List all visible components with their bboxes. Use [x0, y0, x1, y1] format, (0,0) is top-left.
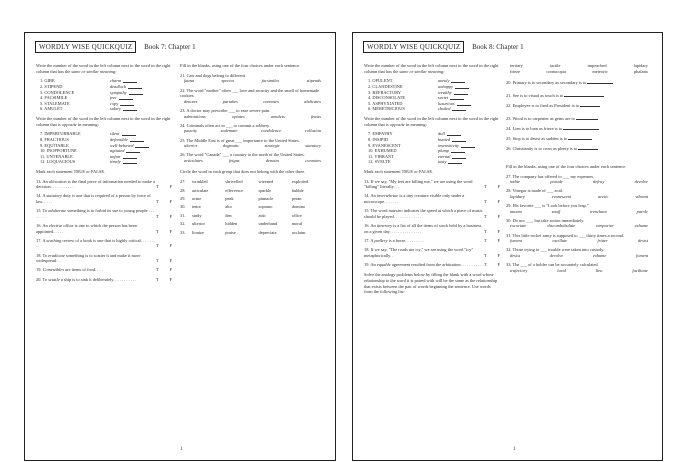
- true-false-item: 15. The word maestro indicates the speed at which a piece of music should be played. . . . . . . . . . . . . T F: [364, 208, 500, 219]
- left-column: [364, 63, 500, 299]
- answer-blank[interactable]: [123, 78, 137, 83]
- match-row: 11. UNTENABLE unfair: [40, 154, 172, 160]
- true-option[interactable]: T: [156, 228, 159, 234]
- answer-blank[interactable]: [129, 90, 143, 95]
- answer-blank[interactable]: [123, 154, 137, 159]
- true-false-item: 14. A statutory duty is one that is required of a person by force of law. . . . . T F: [36, 193, 172, 205]
- answer-blank[interactable]: [448, 159, 462, 164]
- fill-item: 32. Those trying to ___ trouble were taken into custody. desist devolve exhume foment: [506, 247, 648, 258]
- answer-blank[interactable]: [130, 137, 144, 142]
- match-row: 2. STIPEND deadlock: [40, 84, 172, 90]
- word-option[interactable]: soprano: [258, 204, 273, 210]
- word-option[interactable]: depreciate: [258, 229, 277, 235]
- true-false-item: 13. An allocation is the final piece of information needed to make a decision. . . . . . . . . . . T F: [36, 178, 172, 190]
- answer-blank[interactable]: [461, 143, 475, 148]
- fill-instructions: Fill in the blanks, using one of the four choices under each sentence.: [506, 163, 627, 169]
- true-option[interactable]: T: [484, 237, 487, 243]
- fill-item: 23. A doctor may prescribe ___ to ease severe pain. admonitions opiates amulets feasts: [180, 107, 321, 119]
- match-instructions-same: Write the number of the word in the left column next to the word in the right column that has the same or similar meaning:: [364, 63, 499, 74]
- match-row: 8. FRACTIOUS defensible: [40, 137, 172, 143]
- false-option[interactable]: F: [497, 184, 500, 190]
- fill-item: 25. The Middle East is of great ___ importance to the United States. ulterior dogmatic strategic statutory: [180, 137, 321, 149]
- fill-instructions: Fill in the blanks, using one of the four choices under each sentence.: [180, 63, 301, 68]
- word-option[interactable]: alto: [225, 204, 232, 210]
- true-false-item: 18. If we say, "The roads are icy," we are using the word "icy" metaphorically. . T F: [364, 246, 500, 258]
- answer-blank[interactable]: [587, 79, 613, 84]
- page-header: [35, 41, 196, 53]
- header-title-box: WORDLY WISE QUICKQUIZ: [35, 41, 136, 53]
- true-false-item: 17. A pedlery is a horse. . . . . . . . . T F: [364, 237, 500, 243]
- match-list-same: [40, 78, 172, 112]
- word-option[interactable]: ulterior: [192, 221, 205, 227]
- analogy-item: 23. Wood is to carpenter as gems are to: [506, 115, 652, 122]
- page-header: [363, 41, 524, 53]
- answer-blank[interactable]: [123, 106, 137, 111]
- odd-one-out-instructions: Circle the word in each group that does not belong with the other three.: [180, 169, 306, 175]
- right-column: [506, 63, 652, 277]
- odd-one-out-grid: 27. wrinkled shrivelled wizened exploited 28. articulate effervesce sparkle bubble 29. acme peak pinnacle peran 30. tenor alto soprano domino 31. study den attic office 32. ulterior hidden underhand moral 33. lionize praise depreciate acclaim: [180, 179, 325, 235]
- match-row: 9. EQUITABLE well-behaved: [40, 143, 172, 149]
- true-option[interactable]: T: [156, 267, 159, 273]
- false-option[interactable]: F: [169, 258, 172, 264]
- answer-blank[interactable]: [451, 148, 465, 153]
- word-option[interactable]: hidden: [225, 221, 238, 227]
- word-option[interactable]: domino: [291, 204, 306, 210]
- fill-item: 21. Cats and dogs belong to different fauna species facsimiles stipends: [180, 72, 321, 84]
- true-option[interactable]: T: [484, 261, 487, 267]
- match-row: 10. INOPPORTUNE agitated: [40, 148, 172, 154]
- match-row: 2. CLANDESTINE unhappy: [368, 84, 500, 90]
- word-option[interactable]: bubble: [291, 187, 304, 193]
- false-option[interactable]: F: [497, 199, 500, 205]
- true-false-item: 19. Comestibles are items of food. . . . T F: [36, 267, 172, 273]
- answer-blank[interactable]: [564, 92, 604, 97]
- true-false-instructions: Mark each statement TRUE or FALSE.: [36, 168, 106, 174]
- answer-blank[interactable]: [450, 95, 464, 100]
- fill-item: 33. The ___ of a holder can be accurately calculated. trajectory lurid lieu facilitate: [506, 262, 648, 273]
- answer-blank[interactable]: [122, 131, 136, 136]
- match-instructions-same: Write the number of the word in the left column next to the word in the right column that has the same or similar meaning:: [36, 63, 171, 74]
- analogy-item: 26. Christianity is to cross as plenty is to: [506, 145, 652, 152]
- true-option[interactable]: T: [484, 184, 487, 190]
- fill-item: 24. Criminals often act in ___ to commit a robbery. paucity stalemate condolence collusion: [180, 122, 321, 134]
- true-option[interactable]: T: [156, 258, 159, 264]
- answer-blank[interactable]: [452, 106, 466, 111]
- fill-item: 31. This little rocket army is supposed to ___ thirty times a second. foment oscillate fritter desist: [506, 232, 648, 244]
- false-option[interactable]: F: [169, 243, 172, 249]
- word-option[interactable]: acme: [192, 196, 202, 202]
- match-row: 3. REFRACTORY wealthy: [368, 90, 500, 96]
- answer-blank[interactable]: [128, 84, 142, 89]
- fill-item: 30. Do not ___, but take action immediately. excoriate discombobulate temporize exhume: [506, 217, 648, 229]
- false-option[interactable]: F: [169, 228, 172, 234]
- true-false-item: 17. A scathing review of a book is one that is highly critical. . . . . . . . . T F: [36, 237, 172, 249]
- true-option[interactable]: T: [156, 213, 159, 219]
- word-option[interactable]: acclaim: [291, 229, 306, 235]
- true-option[interactable]: T: [156, 184, 159, 190]
- word-option[interactable]: moral: [291, 221, 302, 227]
- page-number: 1: [513, 447, 516, 452]
- analogy-item: 25. Stop is to desist as sudden is to: [506, 135, 652, 142]
- match-row: 3. CONDOLENCE sympathy: [40, 90, 172, 96]
- word-option[interactable]: wrinkled: [192, 179, 208, 185]
- header-chapter: Book 7: Chapter 1: [144, 43, 196, 51]
- word-option[interactable]: peak: [225, 196, 234, 202]
- quiz-page-book-8: [352, 32, 663, 461]
- false-option[interactable]: F: [169, 199, 172, 205]
- match-row: 4. FACSIMILE jeer: [40, 95, 172, 101]
- analogy-item: 21. See is to visual as touch is to: [506, 92, 652, 99]
- true-option[interactable]: T: [484, 213, 487, 219]
- false-option[interactable]: F: [497, 213, 500, 219]
- match-row: 11. VIBRANT eternal: [368, 154, 500, 160]
- quiz-page-book-7: [24, 32, 336, 461]
- answer-blank[interactable]: [451, 78, 465, 83]
- header-title-box: WORDLY WISE QUICKQUIZ: [363, 41, 464, 53]
- match-list-opposite: [368, 131, 500, 165]
- true-option[interactable]: T: [484, 228, 487, 234]
- answer-blank[interactable]: [452, 137, 466, 142]
- answer-blank[interactable]: [123, 159, 137, 164]
- analogy-instructions: Solve the analogy problems below by filling the blank with a word whose relationship to the word it is paired with will be the same as the relationship that exists between the pair of words beginning the sentence. Use words from the following list:: [364, 272, 498, 295]
- false-option[interactable]: F: [169, 213, 172, 219]
- match-row: 7. EMPATHY dull: [368, 131, 500, 137]
- match-row: 12. LOQUACIOUS timely: [40, 159, 172, 165]
- answer-blank[interactable]: [135, 143, 149, 148]
- word-option[interactable]: articulate: [192, 187, 209, 193]
- match-row: 7. IMPERTURBABLE silent: [40, 131, 172, 137]
- word-option[interactable]: exploited: [291, 179, 309, 185]
- word-option[interactable]: wizened: [258, 179, 274, 185]
- word-option[interactable]: tenor: [192, 204, 202, 210]
- word-option[interactable]: effervesce: [225, 187, 244, 193]
- analogy-item: 24. Lien is to loan as frieze is to: [506, 125, 652, 132]
- word-option[interactable]: peran: [291, 196, 302, 202]
- analogy-word-list: frieze cornucopia meteoric phalanx: [510, 68, 648, 74]
- true-false-item: 13. If we say, "My feet are killing me," we are using the word "killing" literally. . . T F: [364, 178, 500, 190]
- answer-blank[interactable]: [580, 102, 600, 107]
- true-false-item: 16. An elective office is one to which the person has been appointed. . . . . T F: [36, 223, 172, 234]
- header-chapter: Book 8: Chapter 1: [472, 43, 524, 51]
- answer-blank[interactable]: [563, 125, 599, 130]
- match-list-same: [368, 78, 500, 112]
- true-option[interactable]: T: [484, 199, 487, 205]
- word-option[interactable]: attic: [258, 212, 267, 218]
- false-option[interactable]: F: [169, 276, 172, 282]
- word-option[interactable]: study: [192, 212, 202, 218]
- word-option[interactable]: sparkle: [258, 187, 272, 193]
- match-row: 9. EVANESCENT insensitivity: [368, 143, 500, 149]
- word-option[interactable]: shrivelled: [225, 179, 243, 185]
- word-option[interactable]: lionize: [192, 229, 204, 235]
- true-false-item: 16. An itinerary is a list of all the items of stock held by a business on a given day. . . . . . . . . . . . . . . T F: [364, 223, 500, 234]
- word-option[interactable]: praise: [225, 229, 236, 235]
- left-column: [36, 63, 172, 286]
- fill-item: 27. The company has offered to ___ my expenses. indite parade defray devolve: [506, 173, 648, 185]
- word-option[interactable]: pinnacle: [258, 196, 274, 202]
- analogy-item: 20. Primary is to secondary as secondary is to: [506, 79, 652, 86]
- answer-blank[interactable]: [452, 154, 466, 159]
- match-row: 1. GIBE charm: [40, 78, 172, 84]
- answer-blank[interactable]: [119, 95, 133, 100]
- match-row: 10. EXHUMED plump: [368, 148, 500, 154]
- answer-blank[interactable]: [447, 131, 461, 136]
- answer-blank[interactable]: [578, 145, 598, 150]
- match-row: 8. INSIPID hunted: [368, 137, 500, 143]
- true-option[interactable]: T: [484, 252, 487, 258]
- fill-item: 28. Vinegar is made of ___ acid. lapidary evanescent acetic vibrant: [506, 188, 648, 199]
- false-option[interactable]: F: [169, 267, 172, 273]
- false-option[interactable]: F: [497, 228, 500, 234]
- match-row: 4. DISCONSOLATE secret: [368, 95, 500, 101]
- false-option[interactable]: F: [497, 252, 500, 258]
- false-option[interactable]: F: [169, 184, 172, 190]
- word-option[interactable]: office: [291, 212, 302, 218]
- fill-item: 22. The word "mother" often ___ love and security and the smell of homemade cookies. denotes partakes connotes abdicates: [180, 87, 321, 104]
- true-false-item: 19. An equable agreement resulted from the arbitration. . . . . . . . . . . T F: [364, 261, 500, 267]
- match-row: 5. STALEMATE copy: [40, 101, 172, 107]
- true-option[interactable]: T: [156, 276, 159, 282]
- fill-item: 29. His favorite ___ is "Look before you leap." maxim snuff trenchant parole: [506, 203, 648, 214]
- right-column: [180, 63, 325, 235]
- word-option[interactable]: den: [225, 212, 232, 218]
- word-option[interactable]: underhand: [258, 221, 278, 227]
- match-instructions-opposite: Write the number of the word in the left column next to the word in the right column that is opposite in meaning:: [364, 115, 499, 127]
- analogy-item: 22. Employee is to fired as President is to: [506, 102, 652, 109]
- fill-item: 26. The word "Canada" ___ a country to the north of the United States. articulates feigns denotes connotes: [180, 152, 321, 163]
- false-option[interactable]: F: [497, 237, 500, 243]
- true-option[interactable]: T: [156, 243, 159, 249]
- answer-blank[interactable]: [457, 101, 471, 106]
- analogy-word-list: tertiary tactile impeached lapidary: [510, 63, 648, 68]
- page-number: 1: [180, 447, 183, 452]
- true-false-instructions: Mark each statement TRUE or FALSE.: [364, 168, 434, 174]
- match-row: 6. MERETRICIOUS choked: [368, 106, 500, 112]
- match-row: 5. ASPHYXIATED luxurious: [368, 101, 500, 107]
- false-option[interactable]: F: [497, 261, 500, 267]
- match-row: 12. SVELTE tasty: [368, 159, 500, 165]
- answer-blank[interactable]: [126, 148, 140, 153]
- match-instructions-opposite: Write the number of the word in the left column next to the word in the right column that is opposite in meaning:: [36, 115, 171, 127]
- match-row: 6. AMULET salary: [40, 106, 172, 112]
- true-false-item: 14. An invertebrate is a tiny creature visible only under a microscope. . . . . . . T F: [364, 193, 500, 205]
- answer-blank[interactable]: [120, 101, 134, 106]
- match-row: 1. OPULENT unruly: [368, 78, 500, 84]
- answer-blank[interactable]: [455, 84, 469, 89]
- true-false-item: 18. To eradicate something is to scatter it and make it more widespread. . . T F: [36, 252, 172, 264]
- true-option[interactable]: T: [156, 199, 159, 205]
- answer-blank[interactable]: [576, 115, 598, 120]
- true-false-item: 20. To scuttle a ship is to sink it deliberately. . . . . . . . . . . T F: [36, 276, 172, 282]
- match-list-opposite: [40, 131, 172, 165]
- true-false-item: 15. To adulterate something is to forbid its use to young people . . . . . . . . T F: [36, 208, 172, 219]
- answer-blank[interactable]: [568, 135, 592, 140]
- answer-blank[interactable]: [454, 90, 468, 95]
